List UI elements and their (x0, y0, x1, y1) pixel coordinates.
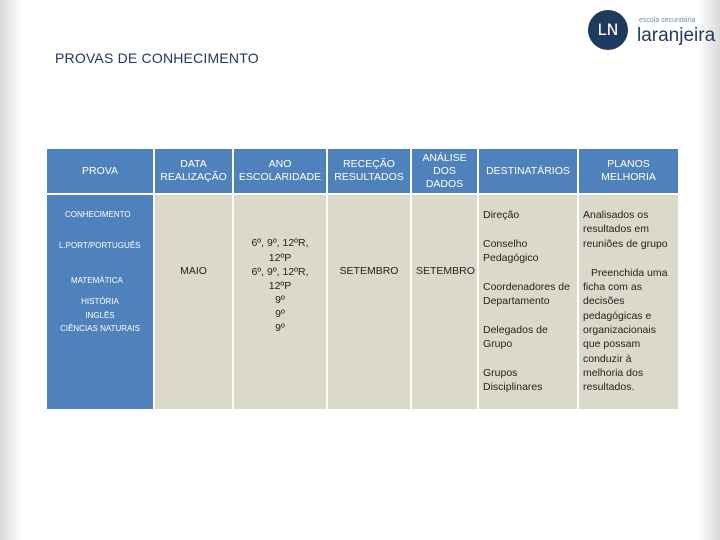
header-destinatarios-label: DESTINATÁRIOS (486, 164, 570, 177)
left-shade (0, 0, 22, 540)
ano-line-7: 9º (275, 322, 285, 334)
header-planos-line1: PLANOS (607, 158, 650, 170)
rececao-cell (328, 195, 410, 409)
header-planos (579, 149, 678, 193)
dest-disciplinares: Disciplinares (483, 381, 543, 393)
school-logo (588, 10, 716, 52)
prova-matematica: MATEMÁTICA (71, 276, 123, 285)
ano-line-5: 9º (275, 294, 285, 306)
ano-line-3: 6º, 9º, 12ºR, (251, 266, 309, 278)
analise-cell (412, 195, 477, 409)
header-ano-line2: ESCOLARIDADE (238, 171, 322, 183)
logo-mark-icon: LN (588, 10, 628, 50)
ano-line-2: 12ºP (268, 252, 292, 264)
header-data-line1: DATA (180, 158, 207, 170)
prova-ingles: INGLÊS (85, 311, 115, 320)
rececao-value: SETEMBRO (339, 265, 399, 277)
plan-line-10: conduzir à (583, 353, 632, 365)
plan-line-9: que possam (583, 338, 641, 350)
plan-line-5: ficha com as (583, 281, 642, 293)
dest-grupos: Grupos (483, 367, 518, 379)
plan-line-4: Preenchida uma (591, 267, 668, 279)
plan-line-8: organizacionais (583, 324, 656, 336)
header-data (155, 149, 232, 193)
header-rececao-line2: RESULTADOS (334, 171, 404, 183)
ano-escolaridade-cell (234, 195, 326, 409)
ano-line-1: 6º, 9º, 12ºR, (251, 237, 309, 249)
plan-line-7: pedagógicas e (583, 310, 652, 322)
dest-coordenadores: Coordenadores de (483, 281, 570, 293)
plan-line-1: Analisados os (583, 209, 649, 221)
header-analise-line2: DOS (433, 164, 456, 177)
destinatarios-cell (479, 195, 577, 409)
header-prova (47, 149, 153, 193)
dest-pedagogico: Pedagógico (483, 252, 539, 264)
dest-delegados: Delegados de (483, 324, 548, 336)
logo-subtitle: escola secundária (639, 17, 696, 24)
header-rececao (328, 149, 410, 193)
header-destinatarios (479, 149, 577, 193)
right-shade (698, 0, 720, 540)
page-title: PROVAS DE CONHECIMENTO (55, 50, 259, 66)
plan-line-11: melhoria dos (583, 367, 644, 379)
plan-line-12: resultados. (583, 381, 635, 393)
prova-historia: HISTÓRIA (81, 297, 119, 306)
header-ano-line1: ANO (268, 158, 292, 170)
provas-table (47, 149, 678, 409)
plan-line-2: resultados em (583, 223, 649, 235)
dest-conselho: Conselho (483, 238, 528, 250)
ano-line-4: 12ºP (268, 280, 292, 292)
logo-name: laranjeira (637, 25, 716, 46)
ano-line-6: 9º (275, 308, 285, 320)
prova-conhecimento: CONHECIMENTO (65, 210, 131, 219)
header-ano (234, 149, 326, 193)
header-rececao-line1: RECEÇÃO (343, 158, 395, 170)
data-realizacao-value: MAIO (180, 265, 207, 277)
planos-cell (579, 195, 678, 409)
header-prova-label: PROVA (82, 164, 118, 177)
plan-line-6: decisões (583, 295, 625, 307)
dest-grupo: Grupo (483, 338, 513, 350)
analise-value: SETEMBRO (416, 265, 475, 277)
dest-departamento: Departamento (483, 295, 550, 307)
dest-direcao: Direção (483, 209, 520, 221)
prova-ciencias: CIÊNCIAS NATURAIS (60, 324, 140, 333)
data-realizacao-cell (155, 195, 232, 409)
prova-portugues: L.PORT/PORTUGUÊS (59, 241, 141, 250)
header-analise-line1: ANÁLISE (422, 151, 467, 164)
plan-line-3: reuniões de grupo (583, 238, 668, 250)
header-analise (412, 149, 477, 193)
header-data-line2: REALIZAÇÃO (160, 171, 227, 183)
header-planos-line2: MELHORIA (601, 171, 656, 183)
prova-list (47, 195, 153, 409)
header-analise-line3: DADOS (425, 177, 464, 190)
